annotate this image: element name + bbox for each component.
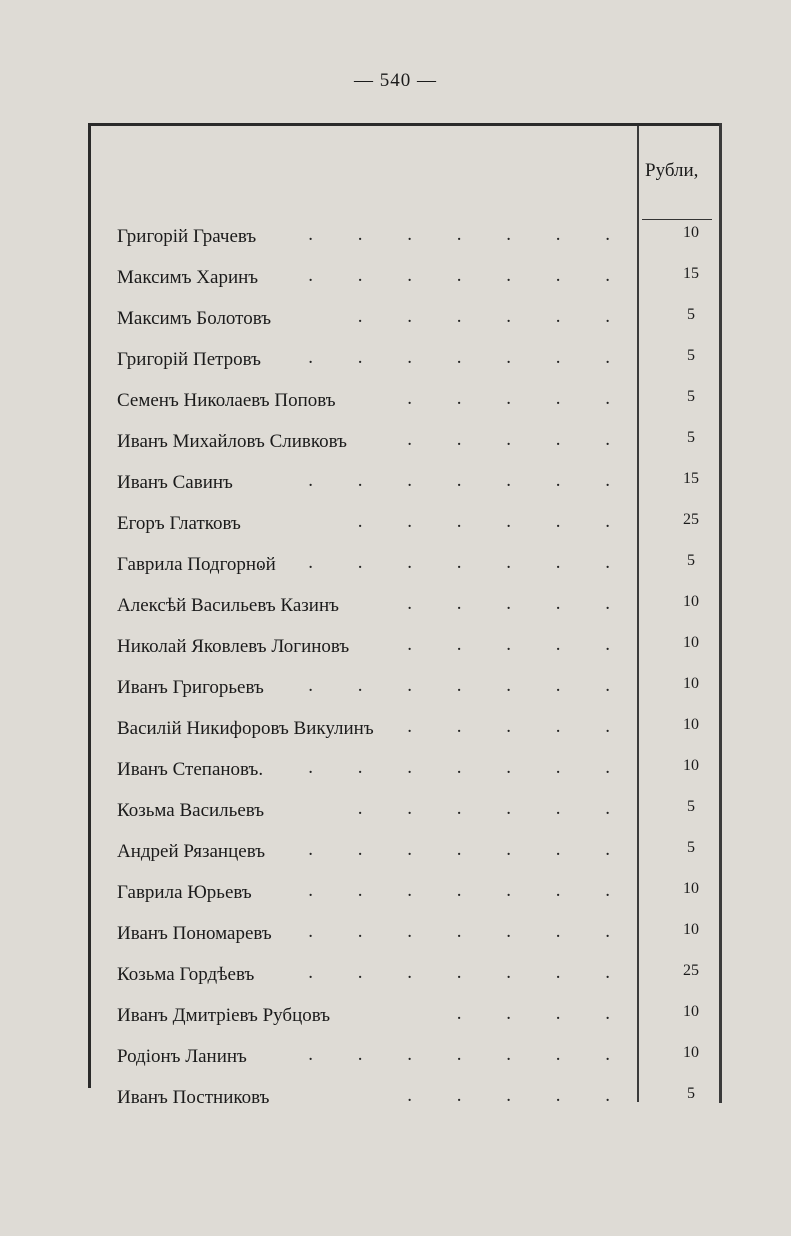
table-row <box>0 671 791 705</box>
donation-amount: 5 <box>687 388 695 405</box>
donation-amount: 10 <box>683 634 699 651</box>
table-row <box>0 343 791 377</box>
donor-name: Григорій Грачевъ <box>117 226 257 247</box>
page-number: — 540 — <box>354 70 437 91</box>
table-row <box>0 1040 791 1074</box>
donation-amount: 5 <box>687 839 695 856</box>
leader-dots: . . . . . . <box>357 798 630 819</box>
table-row <box>0 917 791 951</box>
donor-name: Василій Никифоровъ Викулинъ <box>117 718 374 739</box>
donation-amount: 5 <box>687 347 695 364</box>
leader-dots: . . . . . . . <box>308 470 630 491</box>
donation-amount: 25 <box>683 962 699 979</box>
donation-amount: 10 <box>683 921 699 938</box>
donor-name: Николай Яковлевъ Логиновъ <box>117 636 350 657</box>
donation-amount: 5 <box>687 552 695 569</box>
leader-dots: . . . . . . . <box>308 675 630 696</box>
donor-name: Григорій Петровъ <box>117 349 261 370</box>
table-row <box>0 466 791 500</box>
donor-name: Алексѣй Васильевъ Казинъ <box>117 595 339 616</box>
leader-dots: . . . . . . . <box>308 224 630 245</box>
donor-name: Максимъ Болотовъ <box>117 308 272 329</box>
donor-name: Андрей Рязанцевъ <box>117 841 266 862</box>
donor-name: Козьма Васильевъ <box>117 800 265 821</box>
leader-dots: . . . . . <box>407 634 630 655</box>
table-row <box>0 712 791 746</box>
donor-name: Иванъ Постниковъ <box>117 1087 270 1108</box>
leader-dots: . . . . . . . <box>308 757 630 778</box>
table-row <box>0 1081 791 1115</box>
donation-amount: 5 <box>687 306 695 323</box>
leader-dots: . . . . . . . <box>308 921 630 942</box>
table-row <box>0 384 791 418</box>
table-row <box>0 548 791 582</box>
donation-amount: 10 <box>683 675 699 692</box>
table-row <box>0 302 791 336</box>
donation-amount: 5 <box>687 429 695 446</box>
leader-dots: . . . . . . . <box>308 880 630 901</box>
table-row <box>0 589 791 623</box>
table-row <box>0 794 791 828</box>
donor-name: Иванъ Степановъ. <box>117 759 264 780</box>
donation-amount: 10 <box>683 880 699 897</box>
leader-dots: . . . . . . . . <box>258 552 630 573</box>
leader-dots: . . . . . . . <box>308 347 630 368</box>
column-header-rubles: Рубли, <box>645 160 699 181</box>
donor-name: Иванъ Григорьевъ <box>117 677 264 698</box>
table-row <box>0 876 791 910</box>
donation-amount: 10 <box>683 1044 699 1061</box>
donation-amount: 5 <box>687 798 695 815</box>
donor-name: Гаврила Юрьевъ <box>117 882 252 903</box>
donation-amount: 25 <box>683 511 699 528</box>
leader-dots: . . . . . . <box>357 511 630 532</box>
table-row <box>0 220 791 254</box>
leader-dots: . . . . . . <box>357 306 630 327</box>
donation-amount: 10 <box>683 1003 699 1020</box>
donor-name: Иванъ Михайловъ Сливковъ <box>117 431 347 452</box>
donor-name: Максимъ Харинъ <box>117 267 259 288</box>
leader-dots: . . . . . <box>407 388 630 409</box>
donor-name: Гаврила Подгорной <box>117 554 276 575</box>
table-row <box>0 630 791 664</box>
table-row <box>0 958 791 992</box>
leader-dots: . . . . <box>456 1003 630 1024</box>
leader-dots: . . . . . . . <box>308 962 630 983</box>
donor-name: Семенъ Николаевъ Поповъ <box>117 390 336 411</box>
donation-amount: 15 <box>683 470 699 487</box>
donor-name: Иванъ Савинъ <box>117 472 233 493</box>
table-row <box>0 753 791 787</box>
leader-dots: . . . . . <box>407 593 630 614</box>
table-row <box>0 507 791 541</box>
donor-name: Егоръ Глатковъ <box>117 513 241 534</box>
leader-dots: . . . . . . . <box>308 839 630 860</box>
donor-name: Иванъ Дмитріевъ Рубцовъ <box>117 1005 331 1026</box>
table-top-rule <box>88 123 722 126</box>
table-row <box>0 261 791 295</box>
leader-dots: . . . . . <box>407 429 630 450</box>
leader-dots: . . . . . <box>407 716 630 737</box>
donor-name: Козьма Гордѣевъ <box>117 964 255 985</box>
leader-dots: . . . . . . . <box>308 1044 630 1065</box>
table-row <box>0 425 791 459</box>
donor-name: Иванъ Пономаревъ <box>117 923 272 944</box>
donation-amount: 15 <box>683 265 699 282</box>
donation-amount: 10 <box>683 224 699 241</box>
leader-dots: . . . . . <box>407 1085 630 1106</box>
donation-amount: 5 <box>687 1085 695 1102</box>
donor-name: Родіонъ Ланинъ <box>117 1046 247 1067</box>
table-row <box>0 999 791 1033</box>
table-row <box>0 835 791 869</box>
donation-amount: 10 <box>683 593 699 610</box>
leader-dots: . . . . . . . <box>308 265 630 286</box>
donation-amount: 10 <box>683 716 699 733</box>
donation-amount: 10 <box>683 757 699 774</box>
